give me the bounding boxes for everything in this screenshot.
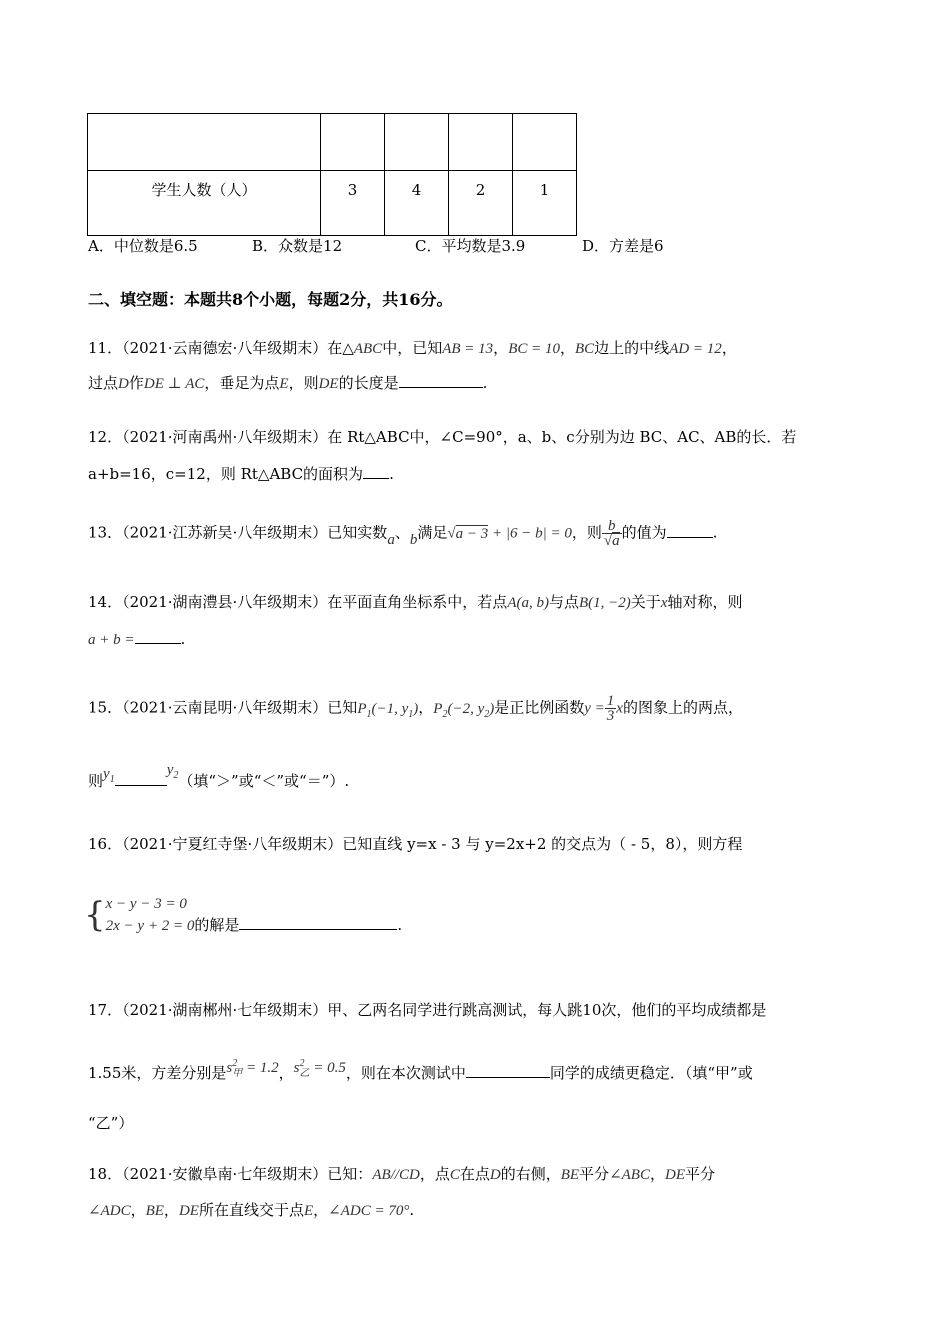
question-17-line2: 1.55米，方差分别是$s^2_甲 = 1.2$，$s^2_乙 = 0.5$，则在本次测试中 同学的成绩更稳定．（填“甲”或: [88, 1058, 753, 1082]
denominator: 3: [606, 708, 615, 724]
score-table: [87, 113, 577, 236]
text: s: [293, 1060, 300, 1076]
math-point-b: B(1, −2): [578, 595, 631, 611]
math-de-perp: DE ⊥ AC: [143, 376, 205, 392]
question-text: （2021·河南禹州·八年级期末）在 Rt△ABC中，∠C=90°，a、b、c分别为边 BC、AC、AB的长．若: [122, 428, 797, 446]
question-17-line1: [88, 1000, 766, 1020]
math-bc2: BC: [575, 341, 595, 357]
text: 的长度是: [338, 374, 399, 392]
math-fraction: [605, 694, 617, 723]
text: 则: [88, 772, 104, 790]
math-abc: ABC: [353, 341, 383, 357]
text: .: [389, 465, 394, 483]
math-y1: [103, 766, 115, 785]
text: ，: [313, 1201, 329, 1219]
section-title: 二、填空题：本题共8个小题，每题2分，共16分。: [88, 290, 453, 309]
answer-blank[interactable]: [239, 915, 397, 930]
question-16-system: [84, 893, 402, 937]
text: P: [433, 700, 443, 717]
brace-symbol: {: [84, 895, 106, 935]
subscript: 2: [484, 708, 490, 720]
text: 的解是: [194, 916, 240, 934]
text: 平分: [684, 1165, 715, 1183]
text: 边上的中线: [594, 339, 670, 357]
text: .: [482, 374, 488, 392]
table-row: [88, 114, 577, 171]
subscript: 甲: [232, 1068, 243, 1079]
math-ab: AB = 13: [442, 341, 494, 357]
text: s: [226, 1060, 233, 1076]
question-number: 18．: [88, 1165, 123, 1183]
question-14-line2: [88, 629, 185, 650]
table-cell: 2: [449, 171, 513, 236]
text: 1.55米，方差分别是: [88, 1064, 227, 1082]
superscript: 2: [232, 1058, 238, 1069]
numerator: 1: [606, 693, 615, 709]
text: 中，已知: [382, 339, 443, 357]
option-c: C．平均数是3.9: [415, 237, 526, 255]
question-text: （2021·湖南郴州·七年级期末）甲、乙两名同学进行跳高测试，每人跳10次，他们的平均成绩都是: [122, 1001, 767, 1019]
math-bc: BC = 10: [508, 341, 560, 357]
text: P: [357, 700, 367, 717]
question-number: 17．: [88, 1001, 123, 1019]
table-cell: [321, 114, 385, 171]
question-11-line2: [88, 373, 487, 394]
subscript: 1: [408, 708, 414, 720]
math-de: DE: [664, 1167, 685, 1183]
table-row: [88, 171, 577, 236]
table-cell: [449, 114, 513, 171]
math-de: DE: [178, 1203, 199, 1219]
math-x: x: [660, 595, 668, 611]
text: 的图象上的两点，: [622, 698, 743, 717]
text: 作: [128, 374, 144, 392]
table-cell: [513, 114, 577, 171]
answer-blank[interactable]: [363, 464, 389, 479]
question-source: （2021·云南德宏·八年级期末）在: [122, 339, 343, 357]
question-15-line2: [88, 762, 350, 798]
math-angle-adc: ∠ADC: [88, 1203, 131, 1219]
math-be: BE: [145, 1203, 164, 1219]
text: ，: [163, 1201, 179, 1219]
question-12-line2: [88, 464, 394, 484]
math-de: DE: [318, 376, 339, 392]
question-number: 13．: [88, 523, 123, 542]
text: ，则在本次测试中: [345, 1064, 466, 1082]
question-18-line2: [88, 1200, 414, 1221]
question-14-line1: [88, 592, 742, 613]
text: .: [397, 916, 403, 934]
equation-2: 2x − y + 2 = 0: [105, 918, 195, 934]
text: = 0.5: [309, 1060, 346, 1076]
math-sqrt-expression: √a − 3 + |6 − b| = 0: [447, 525, 572, 542]
question-12-line1: [88, 427, 796, 447]
subscript: 2: [442, 708, 448, 720]
question-number: 15．: [88, 698, 123, 717]
table-row-label: 学生人数（人）: [88, 171, 321, 236]
text: 同学的成绩更稳定．（填“甲”或: [549, 1064, 753, 1082]
subscript: 乙: [299, 1068, 310, 1079]
math-e: E: [303, 1203, 314, 1219]
question-13: [88, 519, 717, 548]
math-variance-b: [293, 1058, 346, 1079]
question-number: 11．: [88, 339, 123, 357]
text: 关于: [630, 593, 661, 611]
table-cell: 4: [385, 171, 449, 236]
question-15-line1: 15．（2021·云南昆明·八年级期末）已知$P_1(-1$, $y_1$)，$P_2(-2$, $y_2$)是正比例函数y = $\frac{1}{3}$ x的图象上的两点，: [88, 693, 743, 724]
question-16-line1: [88, 834, 742, 854]
text: 过点: [88, 374, 119, 392]
answer-blank[interactable]: [399, 373, 483, 388]
math-abs: + |6 − b| = 0: [491, 525, 572, 542]
question-18-line1: [88, 1164, 715, 1185]
triangle-symbol: △: [342, 339, 354, 357]
question-number: 12．: [88, 428, 123, 446]
math-sum: a + b =: [88, 632, 135, 648]
radicand: a: [612, 533, 620, 549]
subscript: 1: [366, 708, 372, 720]
math-radicand: a − 3: [455, 525, 489, 542]
answer-blank[interactable]: [115, 771, 167, 786]
option-b: B．众数是12: [252, 237, 343, 255]
subscript: 2: [173, 770, 179, 781]
text: ，点: [419, 1165, 450, 1183]
option-d: D．方差是6: [582, 237, 664, 255]
math-c: C: [449, 1167, 460, 1183]
math-variance-a: [226, 1058, 279, 1079]
denominator: √a: [603, 533, 620, 549]
math-point-a: A(a, b): [507, 595, 549, 611]
math-p1: $P_1(-1$, $y_1$): [357, 700, 419, 720]
text: [194, 915, 402, 935]
subscript: 1: [109, 774, 115, 785]
math-e: E: [279, 376, 289, 392]
text: 与点: [548, 593, 579, 611]
option-a: A．中位数是6.5: [88, 237, 198, 255]
text: (−2, y: [447, 700, 485, 717]
text: .: [712, 523, 718, 542]
answer-blank[interactable]: [466, 1063, 550, 1078]
math-y2: [166, 762, 179, 781]
answer-blank[interactable]: [667, 523, 713, 538]
text: ，: [130, 1201, 146, 1219]
question-11-line1: 11．（2021·云南德宏·八年级期末）在△ABC中，已知AB = 13，BC = 10，BC边上的中线AD = 12，: [88, 339, 737, 357]
text: ，垂足为点: [204, 374, 280, 392]
question-source: （2021·湖南澧县·八年级期末）在平面直角坐标系中，若点: [122, 593, 508, 611]
text: ，: [649, 1165, 665, 1183]
table-cell: [385, 114, 449, 171]
question-source: （2021·安徽阜南·七年级期末）已知：: [122, 1165, 373, 1183]
math-d: D: [118, 376, 129, 392]
answer-blank[interactable]: [135, 629, 181, 644]
math-angle-abc: ∠ABC: [609, 1167, 650, 1183]
question-text: a+b=16，c=12，则 Rt△ABC的面积为: [88, 465, 364, 483]
math-ad: AD = 12: [669, 341, 722, 357]
equation-1: x − y − 3 = 0: [105, 896, 187, 912]
text: (−1, y: [371, 700, 409, 717]
math-a: a: [387, 531, 395, 548]
text: 、: [394, 523, 410, 542]
text: = 1.2: [242, 1060, 279, 1076]
text: 的右侧，: [500, 1165, 561, 1183]
question-source: （2021·云南昆明·八年级期末）已知: [122, 698, 358, 717]
math-p2: $P_2(-2$, $y_2$): [433, 700, 495, 720]
math-d: D: [489, 1167, 501, 1183]
text: 在点: [459, 1165, 490, 1183]
math-angle-value: ∠ADC = 70°: [328, 1203, 410, 1219]
math-y: y =: [584, 700, 605, 717]
math-b: b: [409, 531, 418, 548]
equation-system: [106, 893, 195, 937]
text: 平分: [579, 1165, 610, 1183]
question-source: （2021·江苏新吴·八年级期末）已知实数: [122, 523, 388, 542]
text: .: [180, 630, 186, 648]
text: 的值为: [621, 523, 667, 542]
question-number: 16．: [88, 835, 123, 853]
math-fraction: [602, 519, 622, 548]
text: 轴对称，则: [667, 593, 743, 611]
text: 所在直线交于点: [198, 1201, 304, 1219]
superscript: 2: [299, 1058, 305, 1069]
math-x: x: [616, 700, 623, 717]
math-parallel: AB//CD: [372, 1167, 420, 1183]
text: ，则: [571, 523, 602, 542]
table-cell: 3: [321, 171, 385, 236]
question-number: 14．: [88, 593, 123, 611]
text: ，则: [288, 374, 319, 392]
table-cell: [88, 114, 321, 171]
text: 是正比例函数: [494, 698, 585, 717]
text: y: [166, 762, 174, 778]
numerator: b: [602, 519, 622, 534]
table-cell: 1: [513, 171, 577, 236]
text: 满足: [417, 523, 448, 542]
text: （填“＞”或“＜”或“＝”）.: [178, 772, 350, 790]
text: .: [409, 1201, 415, 1219]
math-be: BE: [560, 1167, 580, 1183]
text: y: [103, 766, 110, 782]
question-17-line3: “乙”）: [88, 1114, 134, 1132]
question-text: （2021·宁夏红寺堡·八年级期末）已知直线 y=x - 3 与 y=2x+2 的交点为（ - 5，8），则方程: [122, 835, 743, 853]
